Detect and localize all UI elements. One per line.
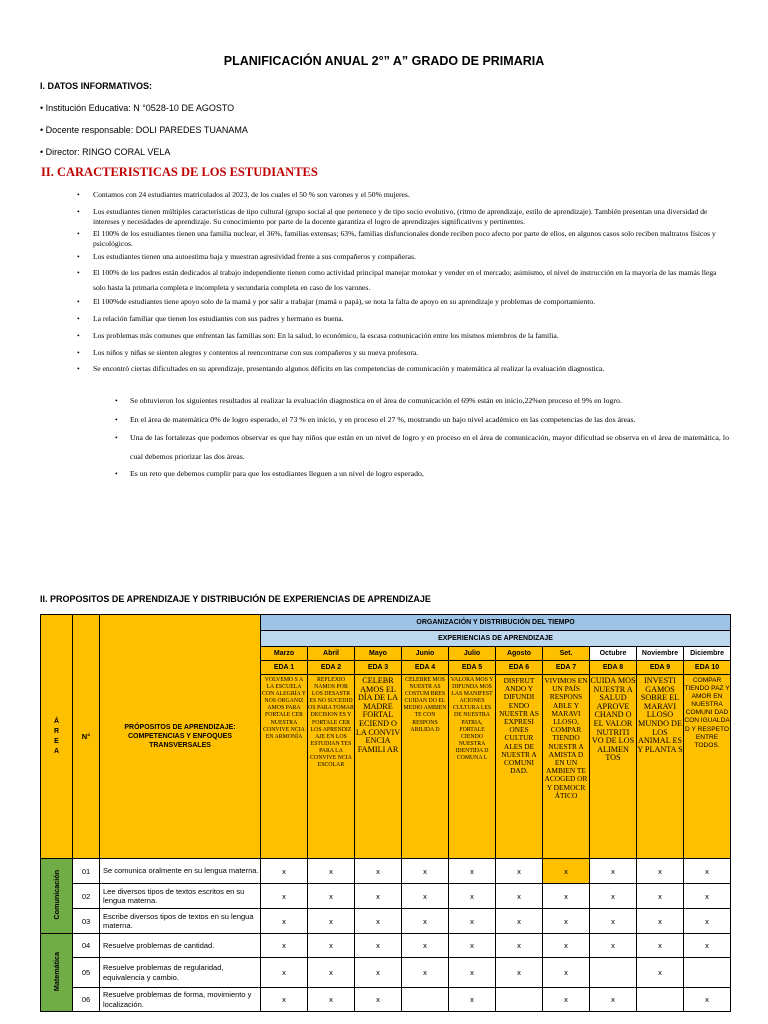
eda-label: EDA 7 [543,661,590,675]
experience-title: VIVIMOS EN UN PAÍS RESPONS ABLE Y MARAVI LLOSO, COMPAR TIENDO NUESTR A AMISTA D EN UN AMBIEN TE ACOGED OR Y DEMOCR ÁTICO [543,675,590,859]
section-datos-heading: I. DATOS INFORMATIVOS: [40,81,152,91]
mark-cell: x [684,988,731,1012]
mark-cell: x [590,909,637,934]
planning-table [40,614,731,1012]
mark-cell: x [261,884,308,909]
list-item: • Se encontró ciertas dificultades en su aprendizaje, presentando algunos déficits en las competencias de comunicación y matemática al realizar la evaluación diagnostica. [77,364,605,373]
eda-label: EDA 10 [684,661,731,675]
area-comunicacion: Comunicación [41,859,73,934]
month-label: Agosto [496,647,543,661]
propositos-header: PRÓPOSITOS DE APRENDIZAJE: COMPETENCIAS Y ENFOQUES TRANSVERSALES [100,615,261,859]
competency-text: Resuelve problemas de cantidad. [100,934,261,958]
list-item: • En el área de matemática 0% de logro esperado, el 73 % en inicio, y en proceso el 27 %, mostrando un bajo nivel académico en las competencias de las dos áreas. [115,415,636,424]
row-number: 06 [73,988,100,1012]
mark-cell: x [261,934,308,958]
eda-label: EDA 8 [590,661,637,675]
mark-cell: x [402,909,449,934]
org-header: ORGANIZACIÓN Y DISTRIBUCIÓN DEL TIEMPO [261,615,731,631]
eda-label: EDA 2 [308,661,355,675]
list-item: • Es un reto que debemos cumplir para que los estudiantes lleguen a un nivel de logro esperado, [115,469,424,478]
competency-text: Se comunica oralmente en su lengua materna. [100,859,261,884]
row-number: 05 [73,958,100,988]
eda-label: EDA 5 [449,661,496,675]
mark-cell: x [543,909,590,934]
list-item: • Una de las fortalezas que podemos observar es que hay niños que están en un nivel de logro y en proceso en el área de comunicación, mayor dificultad se observa en el área de matemática, lo cual debemos priorizar las dos áreas. [115,433,729,461]
mark-cell: x [402,884,449,909]
list-item: • Los problemas más comunes que enfrentan las familias son: En la salud, lo económico, la escasa comunicación entre los mismos miembros de la familia. [77,331,559,340]
month-label: Julio [449,647,496,661]
table-row [41,934,731,958]
mark-cell: x [637,909,684,934]
list-item: • Los estudiantes tienen una autoestima baja y muestran agresividad frente a sus compañeros y compañeras. [77,252,416,261]
experience-title: CELEBRE MOS NUESTR AS COSTUM BRES CUIDAN DO EL MEDIO AMBIEN TE CON RESPONS ABILIDA D [402,675,449,859]
mark-cell: x [261,958,308,988]
mark-cell: x [449,988,496,1012]
mark-cell: x [684,884,731,909]
mark-cell: x [496,909,543,934]
row-number: 03 [73,909,100,934]
mark-cell: x [496,859,543,884]
month-label: Junio [402,647,449,661]
mark-cell: x [590,934,637,958]
mark-cell: x [261,909,308,934]
mark-cell: x [590,988,637,1012]
list-item: • Contamos con 24 estudiantes matriculados al 2023, de los cuales el 50 % son varones y el 50% mujeres. [77,190,410,199]
table-row [41,859,731,884]
competency-text: Lee diversos tipos de textos escritos en su lengua materna. [100,884,261,909]
mark-cell [590,958,637,988]
mark-cell: x [637,859,684,884]
mark-cell: x [355,958,402,988]
experience-title: INVESTI GAMOS SOBRE EL MARAVI LLOSO MUNDO DE LOS ANIMAL ES Y PLANTA S [637,675,684,859]
mark-cell: x [308,884,355,909]
experience-title: COMPAR TIENDO PAZ Y AMOR EN NUESTRA COMUNI DAD CON IGUALDA D Y RESPETO ENTRE TODOS. [684,675,731,859]
mark-cell: x [496,958,543,988]
mark-cell: x [308,934,355,958]
mark-cell [637,988,684,1012]
mark-cell: x [543,934,590,958]
eda-label: EDA 1 [261,661,308,675]
table-row [41,988,731,1012]
experience-title: REFLEXIO NAMOS POR LOS DESASTR ES NO SUCEDID OS PARA TOMAR DECISION ES Y FORTALE CER LOS APRENDIZ AJE EN LOS ESTUDIAN TES PARA LA CONVIVE NCIA ESCOLAR [308,675,355,859]
mark-cell: x [449,909,496,934]
number-header: N° [73,615,100,859]
mark-cell [684,958,731,988]
month-label: Diciembre [684,647,731,661]
list-item: • El 100% de los padres están dedicados al trabajo independiente tienen como actividad principal manejar motokar y vender en el mercado; asimismo, el nivel de instrucción en la mayoría de las mamás llega solo hasta la primaria completa e incompleta y secundaria completa en caso de los varones. [77,268,717,292]
info-director: • Director: RINGO CORAL VELA [40,147,171,157]
mark-cell: x [308,909,355,934]
mark-cell: x [402,958,449,988]
experience-title: CELEBR AMOS EL DÍA DE LA MADRE FORTAL ECIEND O LA CONVIV ENCIA FAMILI AR [355,675,402,859]
mark-cell: x [590,859,637,884]
eda-label: EDA 4 [402,661,449,675]
mark-cell: x [355,859,402,884]
mark-cell: x [543,988,590,1012]
mark-cell: x [355,909,402,934]
list-item: • El 100%de estudiantes tiene apoyo solo de la mamá y por salir a trabajar (mamá o papá), se nota la falta de apoyo en su aprendizaje y problemas de comportamiento. [77,297,596,306]
mark-cell [496,988,543,1012]
mark-cell: x [355,884,402,909]
row-number: 01 [73,859,100,884]
month-label: Marzo [261,647,308,661]
page-title: PLANIFICACIÓN ANUAL 2°” A” GRADO DE PRIMARIA [223,54,545,68]
mark-cell: x [449,859,496,884]
mark-cell: x [637,884,684,909]
section-caracteristicas-heading: II. CARACTERISTICAS DE LOS ESTUDIANTES [41,165,318,179]
month-label: Set. [543,647,590,661]
mark-cell: x [590,884,637,909]
mark-cell: x [684,909,731,934]
experience-title: DISFRUT ANDO Y DIFUNDI ENDO NUESTR AS EXPRESI ONES CULTUR ALES DE NUESTR A COMUNI DAD. [496,675,543,859]
mark-cell: x [449,884,496,909]
experience-title: CUIDA MOS NUESTR A SALUD APROVE CHAND O EL VALOR NUTRITI VO DE LOS ALIMEN TOS [590,675,637,859]
mark-cell: x [449,958,496,988]
mark-cell: x [496,884,543,909]
list-item: • La relación familiar que tienen los estudiantes con sus padres y hermano es buena. [77,314,344,323]
mark-cell [402,988,449,1012]
info-docente: • Docente responsable: DOLI PAREDES TUANAMA [40,125,248,135]
list-item: • Se obtuvieron los siguientes resultados al realizar la evaluación diagnostica en el área de comunicación el 69% están en inicio,22%en proceso el 9% en logro. [115,396,622,405]
mark-cell: x [496,934,543,958]
competency-text: Resuelve problemas de forma, movimiento y localización. [100,988,261,1012]
eda-label: EDA 6 [496,661,543,675]
month-label: Noviembre [637,647,684,661]
mark-cell: x [684,859,731,884]
table-row [41,909,731,934]
mark-cell: x [355,988,402,1012]
competency-text: Escribe diversos tipos de textos en su lengua materna. [100,909,261,934]
mark-cell: x [543,884,590,909]
table-row [41,958,731,988]
mark-cell: x [402,934,449,958]
row-number: 02 [73,884,100,909]
mark-cell: x [308,859,355,884]
competency-text: Resuelve problemas de regularidad, equivalencia y cambio. [100,958,261,988]
list-item: • Los estudiantes tienen múltiples características de tipo cultural (grupo social al que pertenece y de tipo socio evolutivo, (ritmo de aprendizaje, estilo de aprendizaje). También presentan una diversidad de intereses y necesidades de aprendizaje. Su conocimiento por parte de la docente garantiza el logro de aprendizajes significativos y pertinentes. [77,207,708,226]
list-item: • El 100% de los estudiantes tienen una familia nuclear, el 36%, familias extensas; 63%, familias disfuncionales donde reciben poco afecto por parte de ellos, en algunos casos solo reciben maltratos físicos y psicológicos. [77,229,716,248]
mark-cell: x [402,859,449,884]
exp-header: EXPERIENCIAS DE APRENDIZAJE [261,631,731,647]
mark-cell: x [449,934,496,958]
month-label: Abril [308,647,355,661]
eda-label: EDA 3 [355,661,402,675]
mark-cell: x [308,958,355,988]
experience-title: VALORA MOS Y DIFUNDA MOS LAS MANIFEST ACIONES CULTURA LES DE NUESTRA PATRIA, FORTALE CIENDO NUESTRA IDENTIDA D COMUNA L [449,675,496,859]
experience-title: VOLVEMO S A LA ESCUELA CON ALEGRÍA Y NOS ORGANIZ AMOS PARA FORTALE CER NUESTRA CONVIVE NCIA EN ARMONÍA [261,675,308,859]
area-header: Á R E A [41,615,73,859]
list-item: • Los niños y niñas se sienten alegres y contentos al reencontrarse con sus compañeros y su nueva profesora. [77,348,419,357]
table-row [41,884,731,909]
month-label: Octubre [590,647,637,661]
mark-cell: x [261,988,308,1012]
mark-cell: x [308,988,355,1012]
mark-cell: x [355,934,402,958]
mark-cell: x [684,934,731,958]
row-number: 04 [73,934,100,958]
area-matematica: Matemática [41,934,73,1012]
section-propositos-heading: II. PROPOSITOS DE APRENDIZAJE Y DISTRIBUCIÓN DE EXPERIENCIAS DE APRENDIZAJE [40,594,431,604]
eda-label: EDA 9 [637,661,684,675]
mark-cell: x [637,958,684,988]
mark-cell: x [261,859,308,884]
month-label: Mayo [355,647,402,661]
mark-cell: x [543,859,590,884]
mark-cell: x [637,934,684,958]
mark-cell: x [543,958,590,988]
info-institucion: • Institución Educativa: N °0528-10 DE AGOSTO [40,103,235,113]
